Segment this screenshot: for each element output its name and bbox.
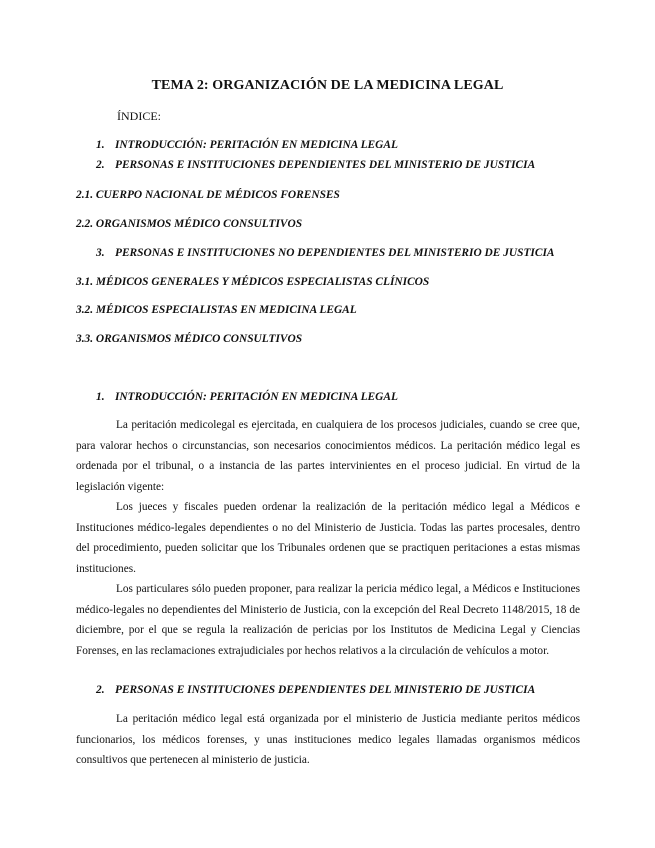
toc-subitem: 3.3. ORGANISMOS MÉDICO CONSULTIVOS — [76, 333, 303, 345]
toc-subitem: 3.1. MÉDICOS GENERALES Y MÉDICOS ESPECIALISTAS CLÍNICOS — [76, 276, 430, 288]
index-label: ÍNDICE: — [117, 109, 161, 123]
paragraph: Los particulares sólo pueden proponer, para realizar la pericia médico legal, a Médicos e Instituciones médico-legales no dependientes del Ministerio de Justicia, con la excepción del Real Decreto 1148/2015, 18 de diciembre, por el que se regula la realización de pericias por los Institutos de Medicina Legal y Ciencias Forenses, en las reclamaciones extrajudiciales por hechos relativos a la circulación de vehículos a motor. — [76, 583, 580, 657]
toc-subitem: 2.1. CUERPO NACIONAL DE MÉDICOS FORENSES — [76, 189, 340, 201]
toc-subitem: 2.2. ORGANISMOS MÉDICO CONSULTIVOS — [76, 218, 303, 230]
document-title: TEMA 2: ORGANIZACIÓN DE LA MEDICINA LEGAL — [151, 78, 504, 93]
section-heading: 1. INTRODUCCIÓN: PERITACIÓN EN MEDICINA LEGAL — [96, 391, 398, 403]
paragraph: La peritación medicolegal es ejercitada, en cualquiera de los procesos judiciales, cuando se cree que, para valorar hechos o circunstancias, son necesarios conocimientos médicos. La peritación médico legal es ordenada por el tribunal, o a instancia de las partes intervinientes en el proceso judicial. En virtud de la legislación vigente: — [76, 419, 580, 493]
toc-item: 2. PERSONAS E INSTITUCIONES DEPENDIENTES DEL MINISTERIO DE JUSTICIA — [96, 159, 536, 171]
paragraph: Los jueces y fiscales pueden ordenar la realización de la peritación médico legal a Médicos e Instituciones médico-legales dependientes o no del Ministerio de Justicia. Todas las partes procesales, dentro del procedimiento, pueden solicitar que los Tribunales ordenen que se practiquen peritaciones a estas mismas instituciones. — [76, 501, 580, 575]
toc-item: 1. INTRODUCCIÓN: PERITACIÓN EN MEDICINA LEGAL — [96, 139, 398, 151]
paragraph: La peritación médico legal está organizada por el ministerio de Justicia mediante peritos médicos funcionarios, los médicos forenses, y unas instituciones medico legales llamadas organismos médicos consultivos que pertenecen al ministerio de justicia. — [76, 713, 580, 766]
toc-subitem: 3.2. MÉDICOS ESPECIALISTAS EN MEDICINA LEGAL — [76, 304, 357, 316]
section-heading: 2. PERSONAS E INSTITUCIONES DEPENDIENTES DEL MINISTERIO DE JUSTICIA — [96, 684, 536, 696]
toc-item: 3. PERSONAS E INSTITUCIONES NO DEPENDIENTES DEL MINISTERIO DE JUSTICIA — [96, 247, 555, 259]
